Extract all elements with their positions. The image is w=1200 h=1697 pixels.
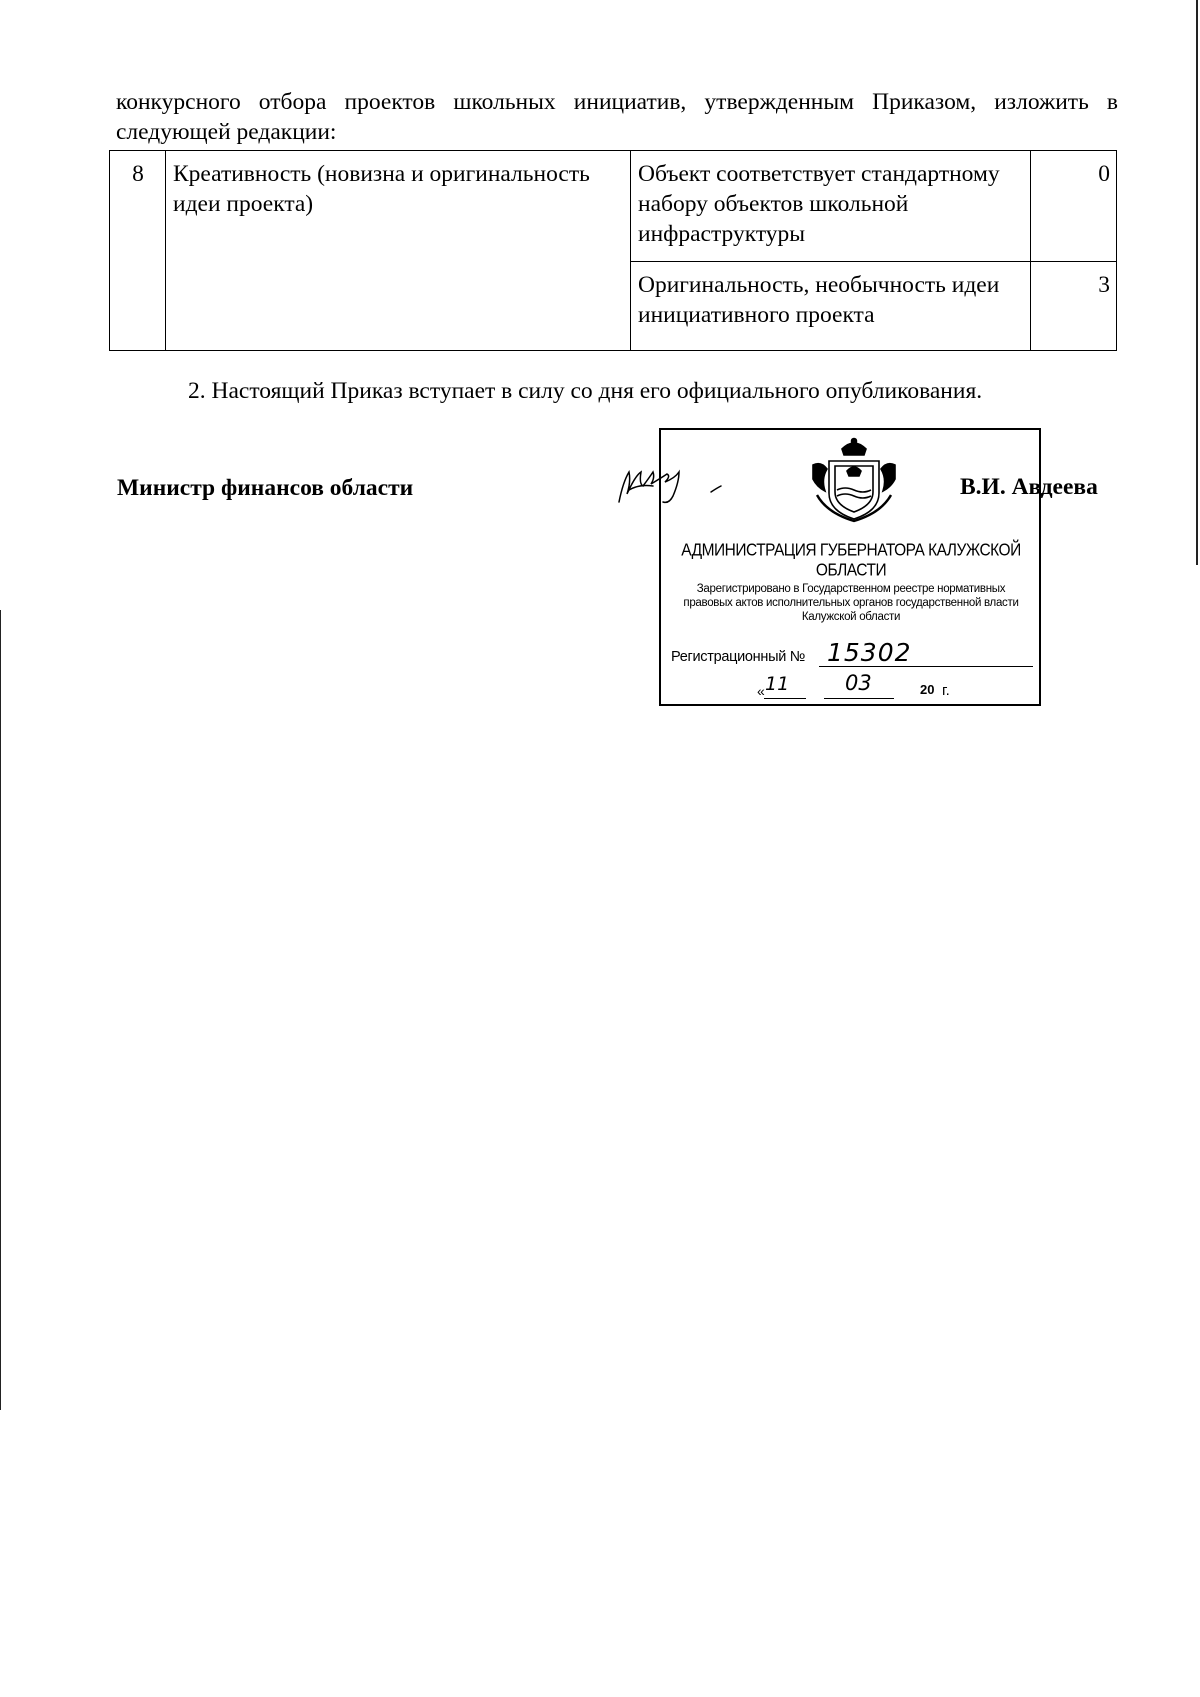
stamp-note-line: Калужской области xyxy=(801,611,901,623)
stamp-date-quote: « xyxy=(757,683,765,699)
criteria-table xyxy=(109,150,1117,351)
criterion-number: 8 xyxy=(110,151,166,351)
criterion-option: Объект соответствует стандартному набору объектов школьной инфраструктуры xyxy=(631,151,1031,262)
stamp-date-month: 03 xyxy=(845,671,872,695)
stamp-day-line xyxy=(764,698,806,699)
page-edge-right xyxy=(1196,0,1198,565)
criterion-score: 3 xyxy=(1031,262,1117,351)
stamp-reg-number: 15302 xyxy=(827,638,912,667)
clause-2: 2. Настоящий Приказ вступает в силу со дня его официального опубликования. xyxy=(188,378,983,404)
stamp-date-day: 11 xyxy=(765,673,790,695)
handwritten-signature xyxy=(615,460,745,520)
table-row xyxy=(110,151,1117,262)
intro-paragraph: конкурсного отбора проектов школьных инициатив, утвержденным Приказом, изложить в следующей редакции: xyxy=(116,89,1118,145)
stamp-note xyxy=(667,582,1035,624)
signatory-name: В.И. Авдеева xyxy=(960,474,1098,500)
signatory-title: Министр финансов области xyxy=(117,475,414,501)
stamp-date-suffix: г. xyxy=(942,682,950,699)
stamp-note-line: Зарегистрировано в Государственном реестре нормативных xyxy=(696,583,1006,595)
stamp-organization: АДМИНИСТРАЦИЯ ГУБЕРНАТОРА КАЛУЖСКОЙ ОБЛАСТИ xyxy=(681,540,1021,581)
stamp-note-line: правовых актов исполнительных органов государственной власти xyxy=(683,597,1019,609)
coat-of-arms-icon xyxy=(809,435,899,525)
criterion-option: Оригинальность, необычность идеи инициативного проекта xyxy=(631,262,1031,351)
stamp-month-line xyxy=(824,698,894,699)
page-edge-left xyxy=(0,610,1,1410)
criterion-score: 0 xyxy=(1031,151,1117,262)
stamp-reg-label: Регистрационный № xyxy=(671,649,805,665)
criterion-name: Креативность (новизна и оригинальность идеи проекта) xyxy=(166,151,631,351)
stamp-date-year: 20 xyxy=(920,682,935,697)
